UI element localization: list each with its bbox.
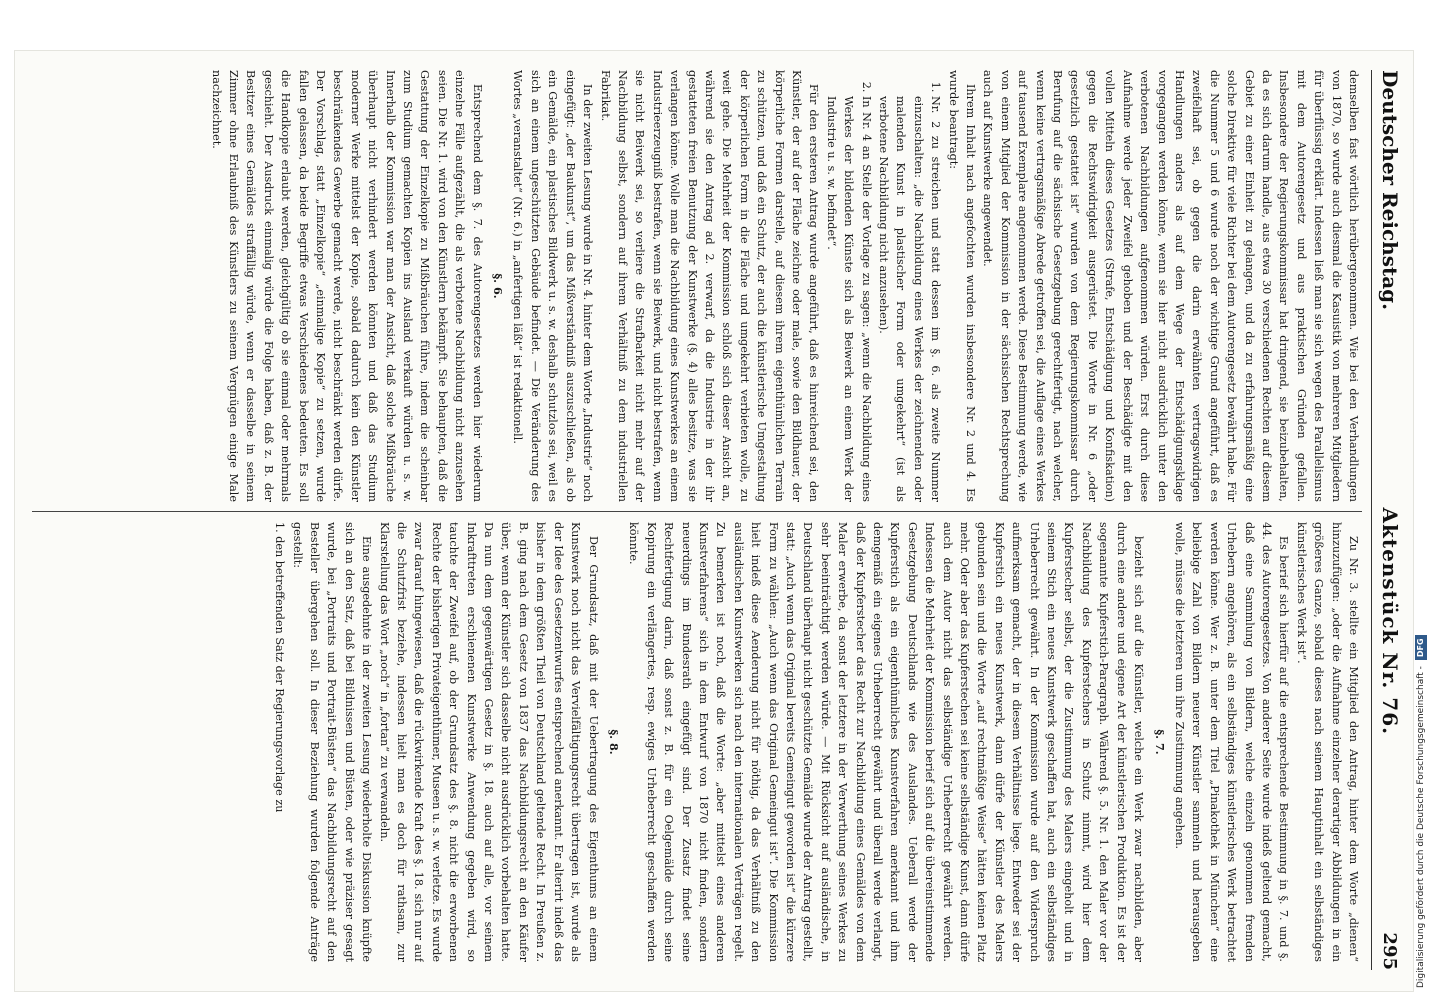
paragraph: demselben fast wörtlich herübergenommen. Wie bei den Verhandlungen von 1870, so wurde auch diesmal die Kasuistik von mehreren Mitgliedern für überflüssig erklärt. Indessen ließ man sie sich wegen des Parallelismus mit dem Autorengesetz und aus praktischen Gründen gefallen. Insbesondere der Regierungskommissar hat dringend, sie beizubehalten, da es sich darum handle, aus etwa 30 verschiedenen Rechten auf diesem Gebiet zu einer Einheit zu gelangen, und da zu erfahrungsmäßig eine solche Direktive für viele Richter bei dem Autorengesetz bewährt habe. Für die Nummer 5 und 6 wurde noch der wichtige Grund angeführt, daß es zweifelhaft sei, ob gegen die darin erwähnten vertragswidrigen Handlungen anders als auf dem Wege der Entschädigungsklage vorgegangen werden könne, wenn sie hier nicht ausdrücklich unter den verbotenen Nachbildungen aufgenommen würden. Erst durch diese Aufnahme werde jeder Zweifel gehoben und der Beschädigte mit den vollen Mitteln dieses Gesetzes (Strafe, Entschädigung und Konfiskation) gegen die Rechtswidrigkeit ausgerüstet. Die Worte in Nr. 6 „oder gesetzlich gestattet ist“ wurden von dem Regierungskommissar durch Berufung auf die sächsische Gesetzgebung gerechtfertigt, nach welcher, wenn keine vertragsmäßige Abrede getroffen sei, die Auflage eines Werkes auf tausend Exemplare angenommen werde. Diese Bestimmung werde, wie von einem Mitglied der Kommission in der sächsischen Rechtsprechung auch auf Kunstwerke angewendet. (981, 70, 1360, 502)
list-item: 1. den betreffenden Satz der Regierungsvorlage zu (273, 522, 287, 813)
page-content (14, 50, 1412, 990)
column-divider (32, 511, 1362, 512)
header-title: Deutscher Reichstag. (1378, 70, 1402, 311)
page-number: 295 (1379, 932, 1401, 970)
header-rule (1371, 70, 1372, 970)
list-item: 2. In Nr. 4 an Stelle der Vorlage zu sagen: „wenn die Nachbildung eines Werkes der bildenden Künste sich als Beiwerk an einem Werk der Industrie u. s. w. befindet“. (822, 96, 874, 502)
paragraph: Es berief sich hierfür auf die entsprechende Bestimmung in §. 7. und §. 44. des Autorengesetzes. Von anderer Seite wurde indeß geltend gemacht, daß eine Sammlung von Bildern, welche einzeln genommen fremden Urhebern angehören, als ein selbständiges künstlerisches Werk betrachtet werden könne. Wer z. B. unter dem Titel „Pinakothek in München“ eine beliebige Zahl von Bildern neuerer Künstler sammeln und herausgeben wolle, müsse die letzteren um ihre Zustimmung angehen. (1172, 522, 1291, 962)
paragraph: Der Grundsatz, daß mit der Uebertragung des Eigenthums an einem Kunstwerk noch nicht das Vervielfältigungsrecht übertragen ist, wurde als der Idee des Gesetzentwurfes entsprechend anerkannt. Er alterirt indeß das bisher in dem größten Theil von Deutschland geltende Recht. In Preußen z. B. ging nach dem Gesetz von 1837 das Nachbildungsrecht an den Käufer über, wenn der Künstler sich dasselbe nicht ausdrücklich vorbehalten hatte. Da nun dem gegenwärtigen Gesetz in §. 18. auch auf alle, vor seinem Inkrafttreten erschienenen Kunstwerke Anwendung gegeben wird, so tauchte der Zweifel auf, ob der Grundsatz des §. 8. nicht die erworbenen Rechte der bisherigen Privateigenthümer, Museen u. s. w. verletze. Es wurde zwar darauf hingewiesen, daß die rückwirkende Kraft des §. 18. sich nur auf die Schutzfrist beziehe, indessen hielt man es doch für rathsam, zur Klarstellung das Wort „noch“ in „fortan“ zu verwandeln. (377, 522, 600, 962)
paragraph: Eine ausgedehnte in der zweiten Lesung wiederholte Diskussion knüpfte sich an den Satz, daß bei Bildnissen und Büsten, oder wie präziser gesagt wurde, bei „Portraits und Portrait-Büsten“ das Nachbildungsrecht auf den Besteller übergehen soll. In dieser Beziehung wurden folgende Anträge gestellt: (290, 522, 374, 962)
paragraph: In der zweiten Lesung wurde in Nr. 4. hinter dem Worte „Industrie“ noch eingefügt: „der Baukunst“, um das Mißverständniß auszuschließen, als ob ein Gemälde, ein plastisches Bildwerk u. s. w. deshalb schutzlos sei, weil es sich an einem ungeschützten Gebäude befindet. — Die Veränderung des Wortes „veranstaltet“ (Nr. 6.) in „anfertigen läßt“ ist redaktionell. (511, 70, 595, 502)
digitization-credit (1414, 12, 1428, 988)
rotated-page-content (14, 50, 1412, 990)
paragraph: Entsprechend dem §. 7. des Autorengesetzes werden hier wiederum einzelne Fälle aufgezählt, die als verbotene Nachbildung nicht anzusehen seien. Die Nr. 1. wird von den Künstlern bekämpft. Sie behaupten, daß die Gestattung der Einzelkopie zu Mißbräuchen führe, indem die scheinbar zum Studium gemachten Kopien ins Ausland verkauft würden u. s. w. Innerhalb der Kommission war man der Ansicht, daß solche Mißbräuche überhaupt nicht verhindert werden könnten und daß das Studium moderner Werke mittelst der Kopie, sobald dadurch kein den Künstler beschränkendes Gewerbe gemacht werde, nicht beschränkt werden dürfe. Der Vorschlag, statt „Einzelkopie“ „einmalige Kopie“ zu setzen, wurde fallen gelassen, da beide Begriffe etwas Verschiedenes bedeuten. Es soll die Handkopie erlaubt werden, gleichgültig ob sie einmal oder mehrmals geschieht. Der Ausdruck einmalig würde die Folge haben, daß z. B. der Besitzer eines Gemäldes straffällig würde, wenn er dasselbe in seinem Zimmer ohne Erlaubniß des Künstlers zu seinem Vergnügen einige Male nachzeichnet. (209, 70, 484, 502)
left-column (27, 70, 1362, 502)
header-document-number: Aktenstück Nr. 76. (1378, 507, 1402, 736)
section-heading: §. 6. (491, 273, 506, 299)
motion-list (822, 70, 944, 502)
dfg-logo: DFG (1415, 635, 1427, 660)
paragraph: bezieht sich auf die Künstler, welche ein Werk zwar nachbilden, aber durch eine andere und eigene Art der künstlerischen Produktion. Es ist der sogenannte Kupferstich-Paragraph. Während §. 5. Nr. 1. den Maler vor der Nachbildung des Kupferstechers in Schutz nimmt, wird hier dem Kupferstecher selbst, der die Zustimmung des Malers eingeholt und in seinem Stich ein neues Kunstwerk geschaffen hat, auch ein selbständiges Urheberrecht gewährt. In der Kommission wurde auf den Widerspruch aufmerksam gemacht, der in diesem Verhältnisse liege. Entweder sei der Kupferstich ein neues Kunstwerk, dann dürfe der Künstler des Malers gebunden sein und die Worte „auf rechtmäßige Weise“ hätten keinen Platz mehr. Oder aber das Kupferstechen sei keine selbständige Kunst, dann dürfe auch dem Autor nicht das selbständige Urheberrecht gewährt werden. Indessen die Mehrheit der Kommission berief sich auf die übereinstimmende Gesetzgebung Deutschlands wie des Auslandes. Ueberall werde der Kupferstich als ein eigenthümliches Kunstverfahren anerkannt und ihm demgemäß ein eigenes Urheberrecht gewährt und überall werde verlangt, daß der Kupferstecher das Recht zur Nachbildung eines Gemäldes von dem Maler erwerbe, da sonst der letztere in der Verwerthung seines Werkes zu sehr beeinträchtigt werden würde. — Mit Rücksicht auf ausländische, in Deutschland überhaupt nicht geschützte Gemälde wurde der Antrag gestellt, statt: „Auch wenn das Original bereits Gemeingut geworden ist“ die kürzere Form zu wählen: „Auch wenn das Original Gemeingut ist“. Die Kommission hielt indeß diese Aenderung nicht für nöthig, da das Verhältniß zu den ausländischen Kunstwerken sich nach den internationalen Verträgen regelt. Zu bemerken ist noch, daß die Worte: „aber mittelst eines anderen Kunstverfahrens“ sich in dem Entwurf von 1870 nicht finden, sondern neuerdings im Bundesrath eingefügt sind. Der Zusatz findet seine Rechtfertigung darin, daß sonst z. B. für ein Oelgemälde durch seine Kopirung ein verlängertes, resp. ewiges Urheberrecht geschaffen werden könnte. (627, 522, 1146, 962)
paragraph: Zu Nr. 3. stellte ein Mitglied den Antrag, hinter dem Worte „dienen“ hinzuzufügen: „oder die Aufnahme einzelner derartiger Abbildungen in ein größeres Ganze, sobald dieses nach seinem Hauptinhalt ein selbständiges künstlerisches Werk ist“. (1294, 522, 1360, 962)
page-header (1376, 70, 1404, 970)
paragraph: Für den ersteren Antrag wurde angeführt, daß es hinreichend sei, den Künstler, der auf der Fläche zeichne oder male, sowie den Bildhauer, der körperliche Formen darstelle, auf diesem ihrem eigenthümlichen Terrain zu schützen, und daß ein Schutz, der auch die künstlerische Umgestaltung der körperlichen Form in die Fläche und umgekehrt verbieten wolle, zu weit gehe. Die Mehrheit der Kommission schloß sich dieser Ansicht an, während sie den Antrag ad 2. verwarf, da die Industrie in der ihr gestatteten freien Benutzung der Kunstwerke (§. 4) alles besitze, was sie verlangen könne. Wolle man die Nachbildung eines Kunstwerkes an einem Industrieerzeugniß bestrafen, wenn sie Beiwerk, und nicht bestrafen, wenn sie nicht Beiwerk sei, so verliere die Strafbarkeit nicht mehr auf der Nachbildung selbst, sondern auf ihrem Verhältniß zu dem industriellen Fabrikat. (598, 70, 821, 502)
section-heading: §. 7. (1152, 729, 1167, 755)
list-item: 1. Nr. 2 zu streichen und statt dessen im §. 6. als zweite Nummer einzuschalten: „die Nachbildung eines Werkes der zeichnenden oder malenden Kunst in plastischer Form oder umgekehrt“ (ist als verbotene Nachbildung nicht anzusehen). (875, 96, 945, 502)
credit-text: Digitalisierung gefördert durch die Deutsche Forschungsgemeinschaft - (1416, 666, 1426, 988)
section-heading: §. 8. (606, 729, 621, 755)
right-column (27, 522, 1362, 962)
paragraph: Ihrem Inhalt nach angefochten wurden insbesondere Nr. 2 und 4. Es wurde beantragt: (946, 70, 978, 502)
